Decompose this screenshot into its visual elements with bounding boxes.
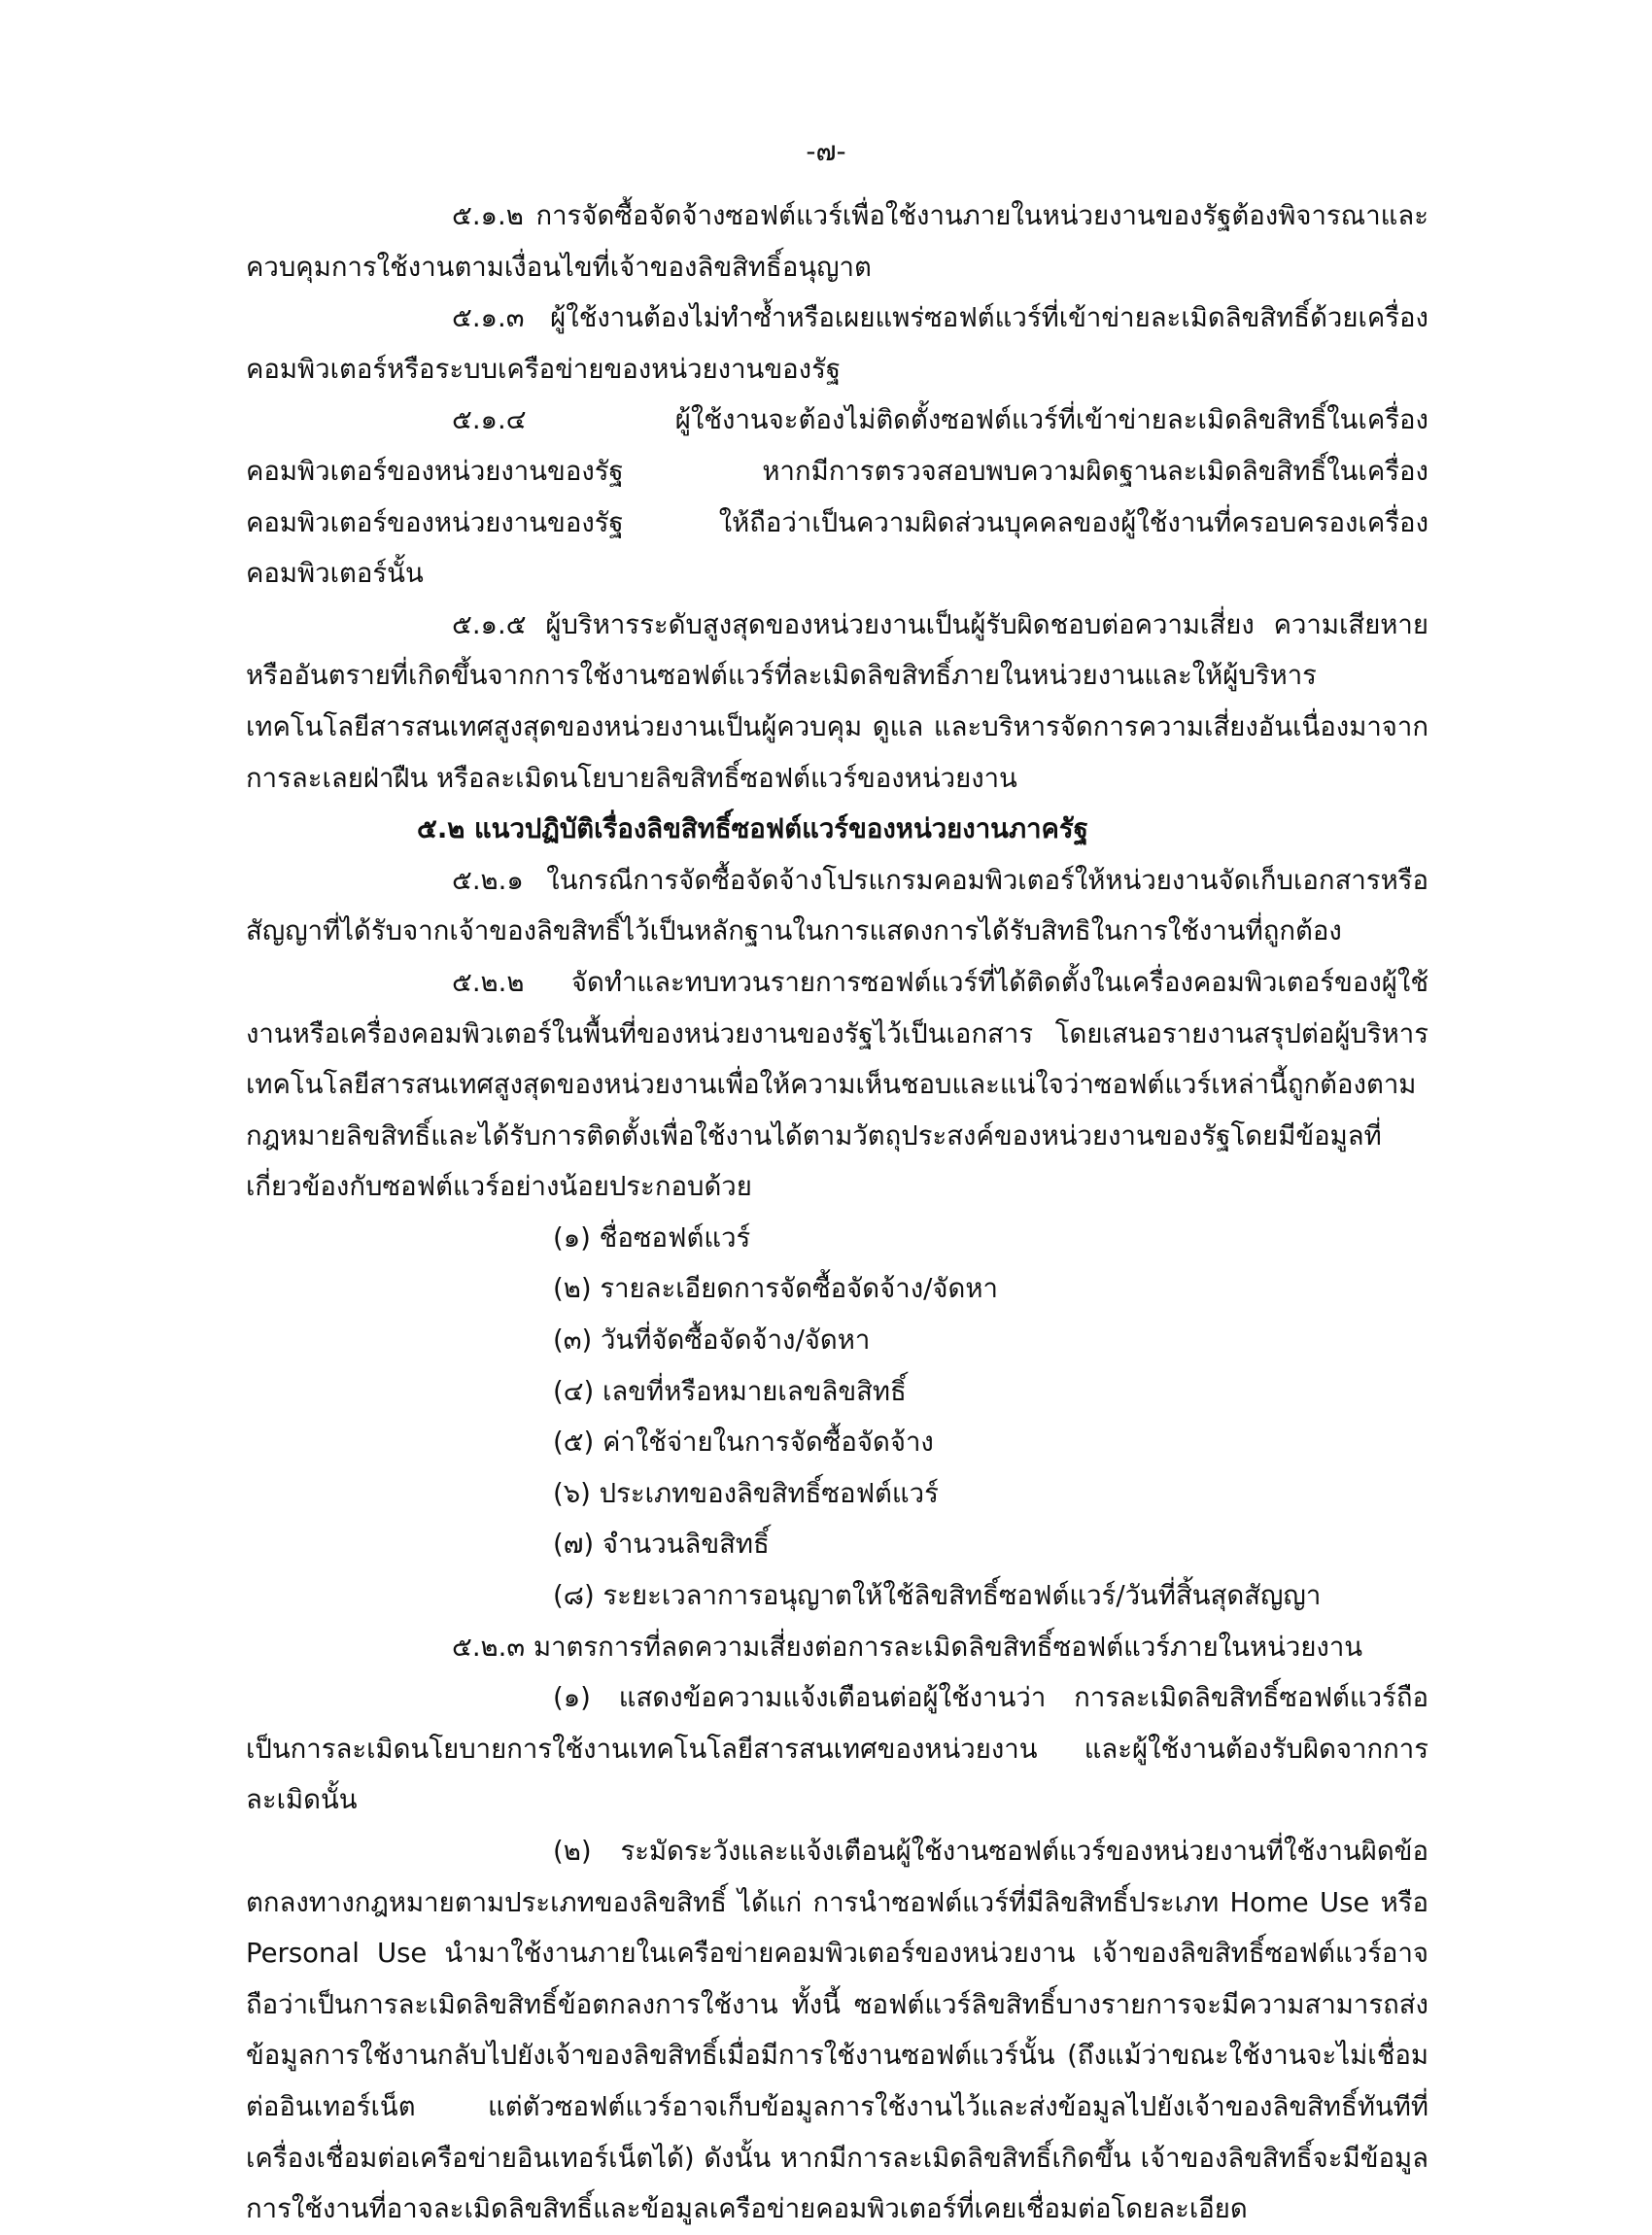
list-item-6: (๖) ประเภทของลิขสิทธิ์ซอฟต์แวร์ xyxy=(553,1477,939,1509)
list-item-8: (๘) ระยะเวลาการอนุญาตให้ใช้ลิขสิทธิ์ซอฟต์แวร์/วันที่สิ้นสุดสัญญา xyxy=(553,1580,1322,1612)
list-item-3: (๓) วันที่จัดซื้อจัดจ้าง/จัดหา xyxy=(553,1324,871,1357)
page-number: -๗- xyxy=(806,135,846,167)
section-heading-5-2: ๕.๒ แนวปฏิบัติเรื่องลิขสิทธิ์ซอฟต์แวร์ของหน่วยงานภาครัฐ xyxy=(417,813,1088,845)
paragraph-5-2-2: ๕.๒.๒ จัดทำและทบทวนรายการซอฟต์แวร์ที่ได้ติดตั้งในเครื่องคอมพิวเตอร์ของผู้ใช้งานหรือเครื่องคอมพิวเตอร์ในพื้นที่ของหน่วยงานของรัฐไว้เป็นเอกสาร โดยเสนอรายงานสรุปต่อผู้บริหารเทคโนโลยีสารสนเทศสูงสุดของหน่วยงานเพื่อให้ความเห็นชอบและแน่ใจว่าซอฟต์แวร์เหล่านี้ถูกต้องตามกฎหมายลิขสิทธิ์และได้รับการติดตั้งเพื่อใช้งานได้ตามวัตถุประสงค์ของหน่วยงานของรัฐโดยมีข้อมูลที่เกี่ยวข้องกับซอฟต์แวร์อย่างน้อยประกอบด้วย xyxy=(246,966,1428,1203)
list-item-1: (๑) ชื่อซอฟต์แวร์ xyxy=(553,1221,751,1254)
paragraph-5-1-3: ๕.๑.๓ ผู้ใช้งานต้องไม่ทำซ้ำหรือเผยแพร่ซอฟต์แวร์ที่เข้าข่ายละเมิดลิขสิทธิ์ด้วยเครื่องคอมพิวเตอร์หรือระบบเครือข่ายของหน่วยงานของรัฐ xyxy=(246,302,1428,385)
paragraph-5-1-4: ๕.๑.๔ ผู้ใช้งานจะต้องไม่ติดตั้งซอฟต์แวร์ที่เข้าข่ายละเมิดลิขสิทธิ์ในเครื่องคอมพิวเตอร์ของหน่วยงานของรัฐ หากมีการตรวจสอบพบความผิดฐานละเมิดลิขสิทธิ์ในเครื่องคอมพิวเตอร์ของหน่วยงานของรัฐ ให้ถือว่าเป็นความผิดส่วนบุคคลของผู้ใช้งานที่ครอบครองเครื่องคอมพิวเตอร์นั้น xyxy=(246,404,1428,590)
sub-paragraph-1: (๑) แสดงข้อความแจ้งเตือนต่อผู้ใช้งานว่า การละเมิดลิขสิทธิ์ซอฟต์แวร์ถือเป็นการละเมิดนโยบายการใช้งานเทคโนโลยีสารสนเทศของหน่วยงาน และผู้ใช้งานต้องรับผิดจากการละเมิดนั้น xyxy=(246,1682,1428,1816)
paragraph-5-1-2: ๕.๑.๒ การจัดซื้อจัดจ้างซอฟต์แวร์เพื่อใช้งานภายในหน่วยงานของรัฐต้องพิจารณาและควบคุมการใช้งานตามเงื่อนไขที่เจ้าของลิขสิทธิ์อนุญาต xyxy=(246,200,1428,283)
list-item-4: (๔) เลขที่หรือหมายเลขลิขสิทธิ์ xyxy=(553,1375,907,1407)
sub-paragraph-2: (๒) ระมัดระวังและแจ้งเตือนผู้ใช้งานซอฟต์แวร์ของหน่วยงานที่ใช้งานผิดข้อตกลงทางกฎหมายตามประเภทของลิขสิทธิ์ ได้แก่ การนำซอฟต์แวร์ที่มีลิขสิทธิ์ประเภท Home Use หรือ Personal Use นำมาใช้งานภายในเครือข่ายคอมพิวเตอร์ของหน่วยงาน เจ้าของลิขสิทธิ์ซอฟต์แวร์อาจถือว่าเป็นการละเมิดลิขสิทธิ์ข้อตกลงการใช้งาน ทั้งนี้ ซอฟต์แวร์ลิขสิทธิ์บางรายการจะมีความสามารถส่งข้อมูลการใช้งานกลับไปยังเจ้าของลิขสิทธิ์เมื่อมีการใช้งานซอฟต์แวร์นั้น (ถึงแม้ว่าขณะใช้งานจะไม่เชื่อมต่ออินเทอร์เน็ต แต่ตัวซอฟต์แวร์อาจเก็บข้อมูลการใช้งานไว้และส่งข้อมูลไปยังเจ้าของลิขสิทธิ์ทันทีที่เครื่องเชื่อมต่อเครือข่ายอินเทอร์เน็ตได้) ดังนั้น หากมีการละเมิดลิขสิทธิ์เกิดขึ้น เจ้าของลิขสิทธิ์จะมีข้อมูลการใช้งานที่อาจละเมิดลิขสิทธิ์และข้อมูลเครือข่ายคอมพิวเตอร์ที่เคยเชื่อมต่อโดยละเอียด xyxy=(246,1836,1428,2225)
paragraph-5-2-1: ๕.๒.๑ ในกรณีการจัดซื้อจัดจ้างโปรแกรมคอมพิวเตอร์ให้หน่วยงานจัดเก็บเอกสารหรือสัญญาที่ได้รับจากเจ้าของลิขสิทธิ์ไว้เป็นหลักฐานในการแสดงการได้รับสิทธิในการใช้งานที่ถูกต้อง xyxy=(246,864,1428,947)
document-body xyxy=(246,190,1428,2235)
paragraph-5-2-3: ๕.๒.๓ มาตรการที่ลดความเสี่ยงต่อการละเมิดลิขสิทธิ์ซอฟต์แวร์ภายในหน่วยงาน xyxy=(452,1631,1363,1663)
list-item-2: (๒) รายละเอียดการจัดซื้อจัดจ้าง/จัดหา xyxy=(553,1273,998,1305)
list-item-7: (๗) จำนวนลิขสิทธิ์ xyxy=(553,1529,770,1561)
paragraph-5-1-5: ๕.๑.๕ ผู้บริหารระดับสูงสุดของหน่วยงานเป็นผู้รับผิดชอบต่อความเสี่ยง ความเสียหายหรืออันตรายที่เกิดขึ้นจากการใช้งานซอฟต์แวร์ที่ละเมิดลิขสิทธิ์ภายในหน่วยงานและให้ผู้บริหารเทคโนโลยีสารสนเทศสูงสุดของหน่วยงานเป็นผู้ควบคุม ดูแล และบริหารจัดการความเสี่ยงอันเนื่องมาจากการละเลยฝ่าฝืน หรือละเมิดนโยบายลิขสิทธิ์ซอฟต์แวร์ของหน่วยงาน xyxy=(246,608,1428,794)
list-item-5: (๕) ค่าใช้จ่ายในการจัดซื้อจัดจ้าง xyxy=(553,1427,934,1459)
